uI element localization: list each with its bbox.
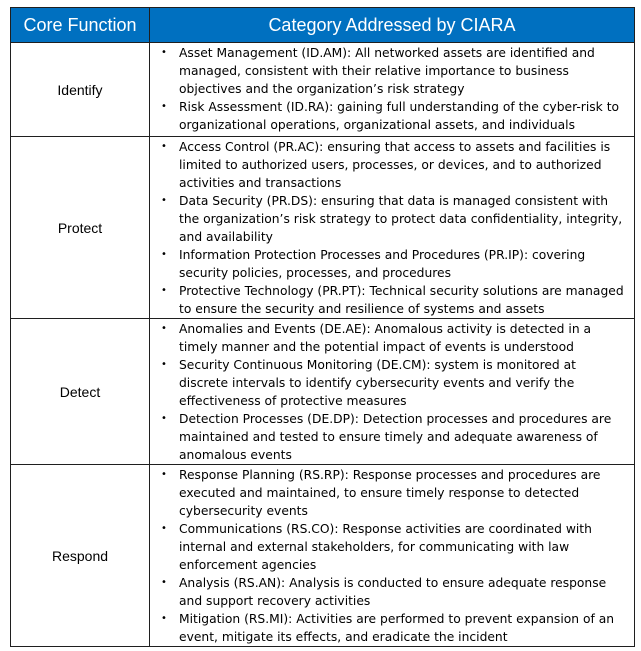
list-item-text: Mitigation (RS.MI): Activities are performed to prevent expansion of an event, mitigate its effects, and eradicate the incident xyxy=(179,612,615,644)
category-list xyxy=(150,137,634,318)
list-item xyxy=(150,466,628,520)
bullet-icon: • xyxy=(161,323,167,334)
list-item xyxy=(150,138,628,192)
header-core-function: Core Function xyxy=(11,8,150,43)
list-item-text: Information Protection Processes and Procedures (PR.IP): covering security policies, processes, and procedures xyxy=(179,248,586,280)
table-row-detect xyxy=(11,319,635,465)
bullet-icon: • xyxy=(161,577,167,588)
header-category: Category Addressed by CIARA xyxy=(150,8,635,43)
list-item xyxy=(150,520,628,574)
bullet-icon: • xyxy=(161,141,167,152)
category-cell xyxy=(150,465,635,647)
core-function-cell: Protect xyxy=(11,137,150,319)
category-list xyxy=(150,43,634,134)
list-item xyxy=(150,192,628,246)
core-function-cell: Identify xyxy=(11,43,150,137)
list-item xyxy=(150,282,628,318)
bullet-icon: • xyxy=(161,195,167,206)
core-function-cell: Detect xyxy=(11,319,150,465)
bullet-icon: • xyxy=(161,469,167,480)
list-item xyxy=(150,320,628,356)
list-item-text: Anomalies and Events (DE.AE): Anomalous activity is detected in a timely manner and the potential impact of events is understood xyxy=(179,322,592,354)
category-cell xyxy=(150,137,635,319)
bullet-icon: • xyxy=(161,101,167,112)
list-item xyxy=(150,44,628,98)
table-row-protect xyxy=(11,137,635,319)
table-row-respond xyxy=(11,465,635,647)
list-item-text: Asset Management (ID.AM): All networked assets are identified and managed, consistent with their relative importance to business objectives and the organization’s risk strategy xyxy=(179,46,595,96)
bullet-icon: • xyxy=(161,523,167,534)
list-item xyxy=(150,410,628,464)
category-list xyxy=(150,465,634,646)
bullet-icon: • xyxy=(161,47,167,58)
list-item-text: Access Control (PR.AC): ensuring that access to assets and facilities is limited to authorized users, processes, or devices, and to authorized activities and transactions xyxy=(179,140,611,190)
bullet-icon: • xyxy=(161,359,167,370)
bullet-icon: • xyxy=(161,613,167,624)
list-item-text: Risk Assessment (ID.RA): gaining full understanding of the cyber-risk to organizational operations, organizational assets, and individuals xyxy=(179,100,620,132)
list-item-text: Data Security (PR.DS): ensuring that data is managed consistent with the organization’s risk strategy to protect data confidentiality, integrity, and availability xyxy=(179,194,623,244)
list-item xyxy=(150,356,628,410)
list-item xyxy=(150,98,628,134)
bullet-icon: • xyxy=(161,413,167,424)
list-item-text: Protective Technology (PR.PT): Technical security solutions are managed to ensure the security and resilience of systems and assets xyxy=(179,284,624,316)
category-list xyxy=(150,319,634,464)
list-item-text: Detection Processes (DE.DP): Detection processes and procedures are maintained and tested to ensure timely and adequate awareness of anomalous events xyxy=(179,412,612,462)
category-cell xyxy=(150,319,635,465)
bullet-icon: • xyxy=(161,285,167,296)
category-cell xyxy=(150,43,635,137)
ciara-function-table xyxy=(10,7,635,647)
list-item-text: Communications (RS.CO): Response activities are coordinated with internal and external stakeholders, for communicating with law enforcement agencies xyxy=(179,522,592,572)
list-item xyxy=(150,574,628,610)
list-item xyxy=(150,246,628,282)
list-item-text: Security Continuous Monitoring (DE.CM): system is monitored at discrete intervals to identify cybersecurity events and verify the effectiveness of protective measures xyxy=(179,358,577,408)
list-item-text: Response Planning (RS.RP): Response processes and procedures are executed and maintained, to ensure timely response to detected cybersecurity events xyxy=(179,468,601,518)
table-row-identify xyxy=(11,43,635,137)
list-item-text: Analysis (RS.AN): Analysis is conducted to ensure adequate response and support recovery activities xyxy=(179,576,607,608)
core-function-cell: Respond xyxy=(11,465,150,647)
bullet-icon: • xyxy=(161,249,167,260)
table-header-row xyxy=(11,8,635,43)
list-item xyxy=(150,610,628,646)
